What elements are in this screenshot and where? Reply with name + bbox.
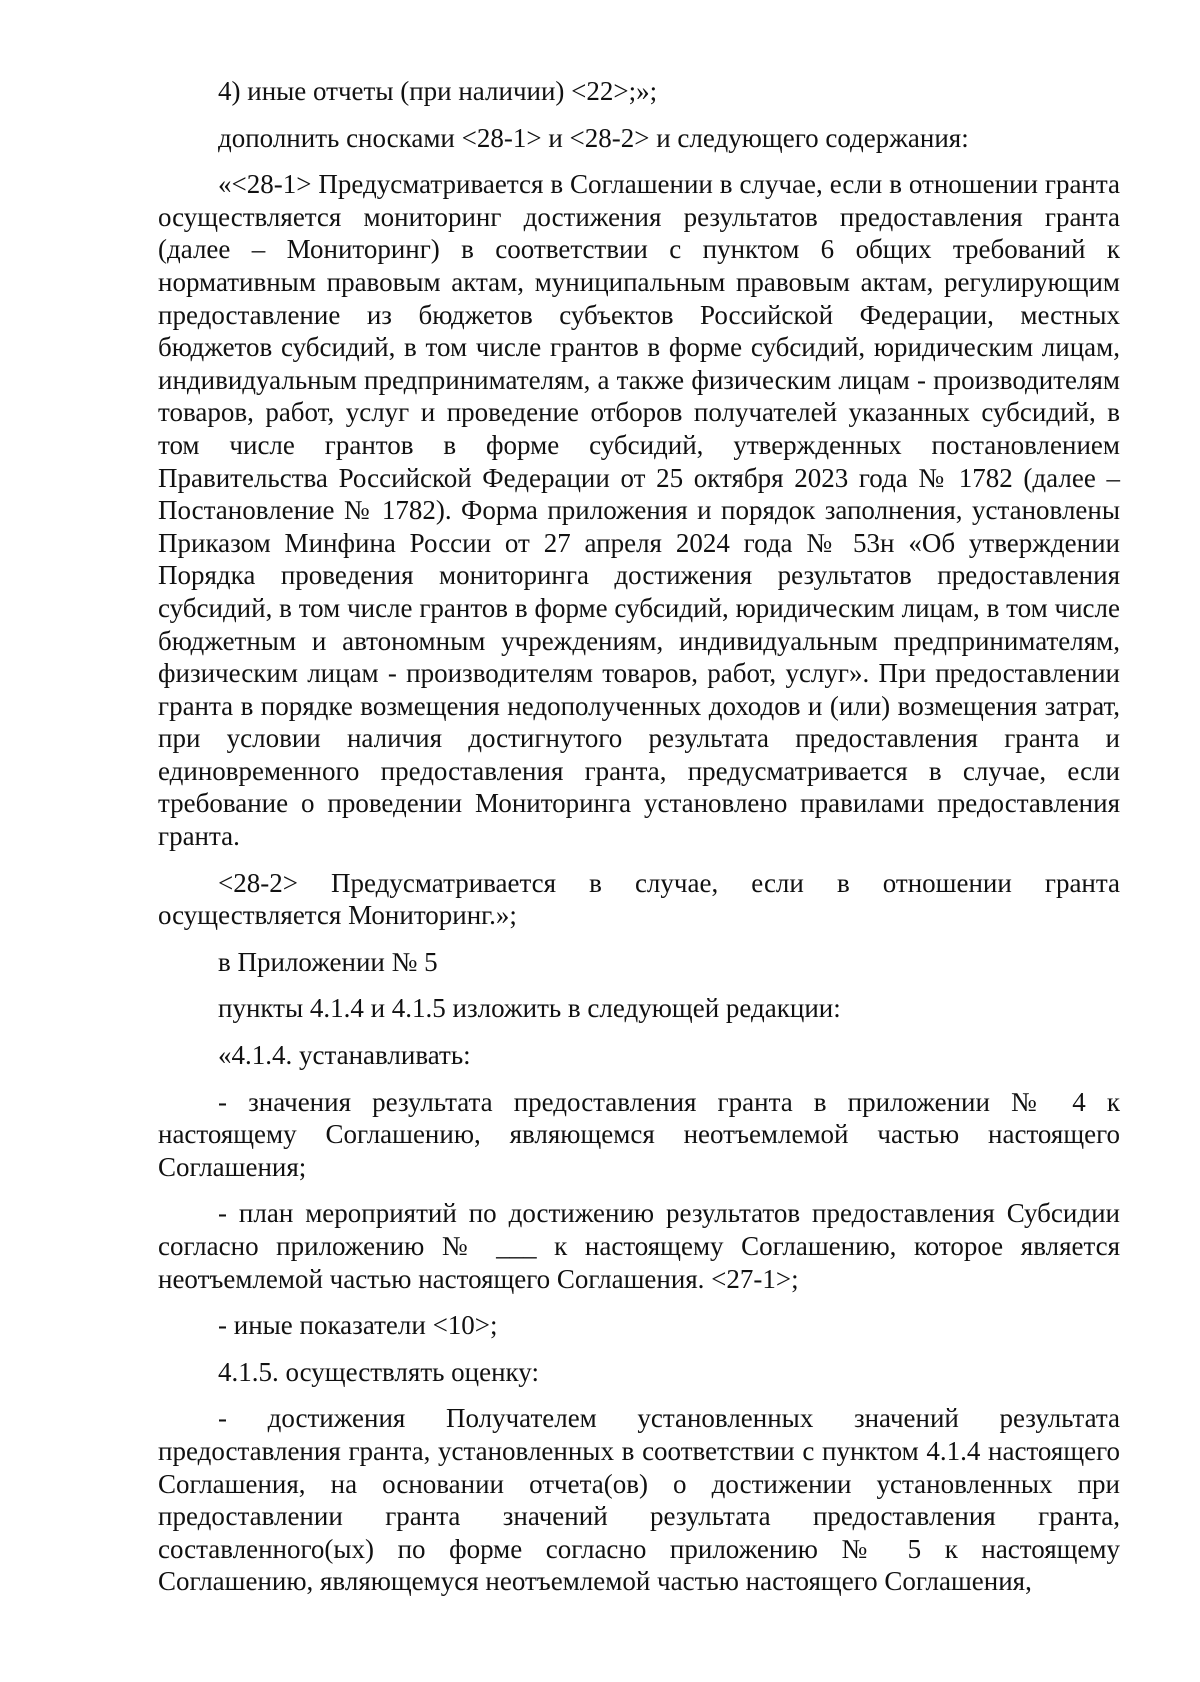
paragraph-footnote-28-1: «<28-1> Предусматривается в Соглашении в случае, если в отношении гранта осуществляется мониторинг достижения результатов предоставления гранта (далее – Мониторинг) в соответствии с пунктом 6 общих требований к нормативным правовым актам, муниципальным правовым актам, регулирующим предоставление из бюджетов субъектов Российской Федерации, местных бюджетов субсидий, в том числе грантов в форме субсидий, юридическим лицам, индивидуальным предпринимателям, а также физическим лицам - производителям товаров, работ, услуг и проведение отборов получателей указанных субсидий, в том числе грантов в форме субсидий, утвержденных постановлением Правительства Российской Федерации от 25 октября 2023 года № 1782 (далее – Постановление № 1782). Форма приложения и порядок заполнения, установлены Приказом Минфина России от 27 апреля 2024 года № 53н «Об утверждении Порядка проведения мониторинга достижения результатов предоставления субсидий, в том числе грантов в форме субсидий, юридическим лицам, в том числе бюджетным и автономным учреждениям, индивидуальным предпринимателям, физическим лицам - производителям товаров, работ, услуг». При предоставлении гранта в порядке возмещения недополученных доходов и (или) возмещения затрат, при условии наличия достигнутого результата предоставления гранта и единовременного предоставления гранта, предусматривается в случае, если требование о проведении Мониторинга установлено правилами предоставления гранта. (158, 169, 1120, 852)
paragraph-other-indicators: - иные показатели <10>; (218, 1310, 498, 1341)
paragraph-4-1-4: «4.1.4. устанавливать: (218, 1040, 471, 1071)
paragraph-4-1-5: 4.1.5. осуществлять оценку: (218, 1356, 539, 1387)
paragraph-add-footnotes: дополнить сносками <28-1> и <28-2> и следующего содержания: (218, 122, 969, 153)
paragraph-achievement-assessment: - достижения Получателем установленных значений результата предоставления гранта, установленных в соответствии с пунктом 4.1.4 настоящего Соглашения, на основании отчета(ов) о достижении установленных при предоставлении гранта значений результата предоставления гранта, составленного(ых) по форме согласно приложению № 5 к настоящему Соглашению, являющемуся неотъемлемой частью настоящего Соглашения, (158, 1403, 1120, 1597)
paragraph-result-values: - значения результата предоставления гранта в приложении № 4 к настоящему Соглашению, являющемся неотъемлемой частью настоящего Соглашения; (158, 1086, 1120, 1182)
paragraph-other-reports: 4) иные отчеты (при наличии) <22>;»; (218, 76, 658, 106)
paragraph-footnote-28-2: <28-2> Предусматривается в случае, если в отношении гранта осуществляется Мониторинг.»; (158, 867, 1120, 931)
paragraph-appendix-5: в Приложении № 5 (218, 946, 438, 977)
paragraph-points-edit: пункты 4.1.4 и 4.1.5 изложить в следующей редакции: (218, 993, 841, 1024)
paragraph-action-plan: - план мероприятий по достижению результатов предоставления Субсидии согласно приложению № ___ к настоящему Соглашению, которое является неотъемлемой частью настоящего Соглашения. <27-1>; (158, 1198, 1120, 1294)
